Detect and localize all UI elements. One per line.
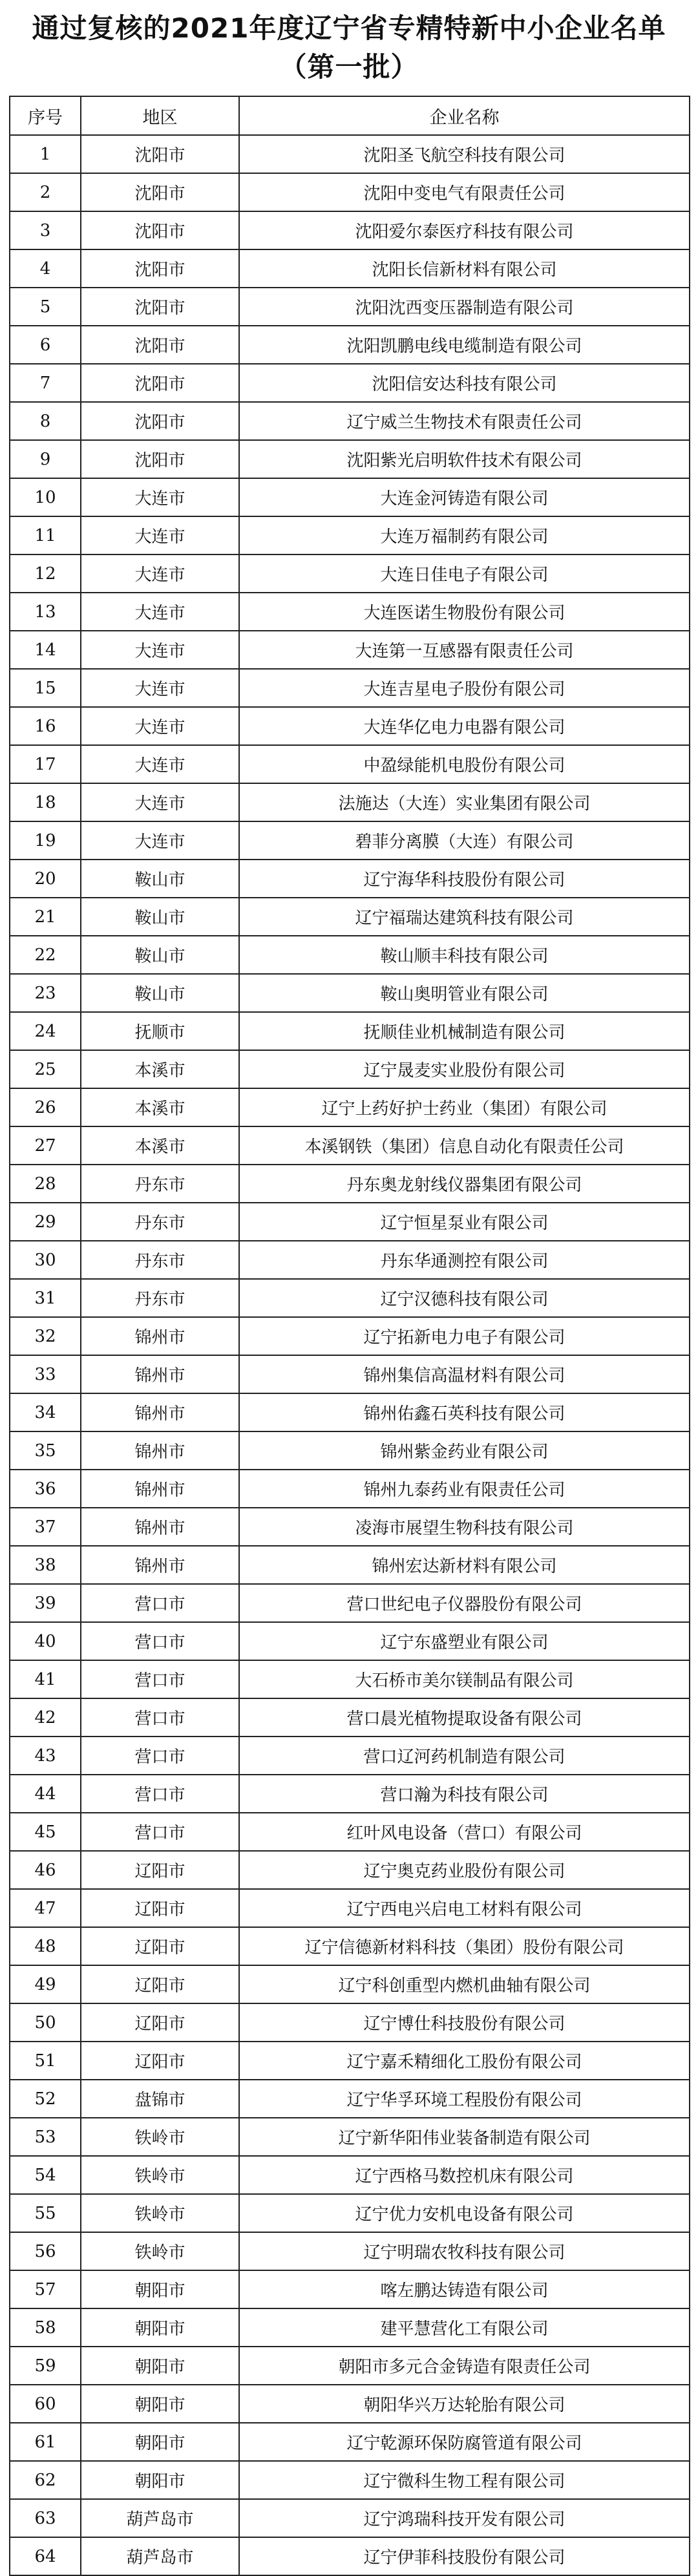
cell-seq: 18	[10, 783, 81, 821]
cell-company: 营口晨光植物提取设备有限公司	[239, 1698, 690, 1737]
table-row	[10, 1279, 690, 1317]
table-row	[10, 593, 690, 631]
cell-seq: 56	[10, 2232, 81, 2270]
cell-region: 辽阳市	[81, 1965, 239, 2003]
cell-region: 大连市	[81, 631, 239, 669]
table-row	[10, 516, 690, 554]
cell-seq: 16	[10, 707, 81, 745]
table-row	[10, 364, 690, 402]
table-row	[10, 1584, 690, 1622]
table-row	[10, 2118, 690, 2156]
cell-region: 铁岭市	[81, 2194, 239, 2232]
table-row	[10, 1508, 690, 1546]
cell-region: 本溪市	[81, 1050, 239, 1088]
table-row	[10, 2156, 690, 2194]
cell-region: 大连市	[81, 745, 239, 783]
cell-region: 丹东市	[81, 1203, 239, 1241]
cell-seq: 31	[10, 1279, 81, 1317]
cell-seq: 37	[10, 1508, 81, 1546]
table-row	[10, 745, 690, 783]
table-row	[10, 1431, 690, 1470]
table-row	[10, 707, 690, 745]
cell-region: 锦州市	[81, 1393, 239, 1431]
cell-seq: 64	[10, 2537, 81, 2575]
cell-seq: 27	[10, 1126, 81, 1165]
document-title: 通过复核的2021年度辽宁省专精特新中小企业名单	[32, 12, 666, 44]
cell-region: 沈阳市	[81, 173, 239, 211]
cell-company: 辽宁东盛塑业有限公司	[239, 1622, 690, 1660]
cell-seq: 43	[10, 1737, 81, 1775]
cell-region: 铁岭市	[81, 2118, 239, 2156]
cell-region: 锦州市	[81, 1355, 239, 1393]
cell-region: 朝阳市	[81, 2270, 239, 2308]
table-row	[10, 2385, 690, 2423]
cell-company: 辽宁拓新电力电子有限公司	[239, 1317, 690, 1355]
cell-seq: 61	[10, 2423, 81, 2461]
cell-region: 大连市	[81, 821, 239, 860]
cell-region: 大连市	[81, 783, 239, 821]
cell-seq: 13	[10, 593, 81, 631]
cell-company: 中盈绿能机电股份有限公司	[239, 745, 690, 783]
cell-seq: 34	[10, 1393, 81, 1431]
cell-seq: 33	[10, 1355, 81, 1393]
table-row	[10, 249, 690, 288]
table-row	[10, 821, 690, 860]
cell-region: 辽阳市	[81, 2003, 239, 2042]
cell-company: 营口世纪电子仪器股份有限公司	[239, 1584, 690, 1622]
document-subtitle: （第一批）	[279, 51, 419, 83]
cell-region: 朝阳市	[81, 2385, 239, 2423]
table-row	[10, 1965, 690, 2003]
cell-seq: 63	[10, 2499, 81, 2537]
cell-seq: 24	[10, 1012, 81, 1050]
header-company: 企业名称	[239, 96, 690, 135]
cell-company: 大连日佳电子有限公司	[239, 554, 690, 593]
cell-company: 沈阳信安达科技有限公司	[239, 364, 690, 402]
table-row	[10, 2232, 690, 2270]
table-row	[10, 1851, 690, 1889]
cell-region: 大连市	[81, 669, 239, 707]
table-row	[10, 211, 690, 249]
table-row	[10, 554, 690, 593]
cell-region: 锦州市	[81, 1317, 239, 1355]
cell-seq: 60	[10, 2385, 81, 2423]
cell-company: 丹东华通测控有限公司	[239, 1241, 690, 1279]
cell-seq: 47	[10, 1889, 81, 1927]
cell-company: 辽宁嘉禾精细化工股份有限公司	[239, 2042, 690, 2080]
cell-company: 大连医诺生物股份有限公司	[239, 593, 690, 631]
cell-company: 鞍山奥明管业有限公司	[239, 974, 690, 1012]
table-row	[10, 1088, 690, 1126]
cell-region: 沈阳市	[81, 326, 239, 364]
cell-seq: 17	[10, 745, 81, 783]
cell-company: 辽宁华孚环境工程股份有限公司	[239, 2080, 690, 2118]
cell-region: 鞍山市	[81, 860, 239, 898]
cell-seq: 14	[10, 631, 81, 669]
cell-company: 本溪钢铁（集团）信息自动化有限责任公司	[239, 1126, 690, 1165]
cell-region: 铁岭市	[81, 2232, 239, 2270]
cell-company: 辽宁优力安机电设备有限公司	[239, 2194, 690, 2232]
table-row	[10, 2080, 690, 2118]
cell-region: 沈阳市	[81, 288, 239, 326]
cell-company: 法施达（大连）实业集团有限公司	[239, 783, 690, 821]
cell-company: 辽宁恒星泵业有限公司	[239, 1203, 690, 1241]
cell-seq: 39	[10, 1584, 81, 1622]
cell-region: 营口市	[81, 1622, 239, 1660]
cell-seq: 58	[10, 2308, 81, 2347]
cell-seq: 12	[10, 554, 81, 593]
cell-company: 大连第一互感器有限责任公司	[239, 631, 690, 669]
cell-company: 辽宁乾源环保防腐管道有限公司	[239, 2423, 690, 2461]
cell-company: 辽宁汉德科技有限公司	[239, 1279, 690, 1317]
table-row	[10, 326, 690, 364]
table-body	[10, 135, 690, 2575]
cell-region: 本溪市	[81, 1088, 239, 1126]
cell-company: 大连华亿电力电器有限公司	[239, 707, 690, 745]
cell-company: 辽宁科创重型内燃机曲轴有限公司	[239, 1965, 690, 2003]
header-seq: 序号	[10, 96, 81, 135]
cell-company: 营口瀚为科技有限公司	[239, 1775, 690, 1813]
cell-seq: 7	[10, 364, 81, 402]
table-row	[10, 288, 690, 326]
cell-seq: 36	[10, 1470, 81, 1508]
cell-seq: 23	[10, 974, 81, 1012]
table-row	[10, 2308, 690, 2347]
cell-region: 沈阳市	[81, 211, 239, 249]
cell-region: 朝阳市	[81, 2347, 239, 2385]
table-row	[10, 2347, 690, 2385]
cell-seq: 22	[10, 936, 81, 974]
table-row	[10, 669, 690, 707]
cell-region: 沈阳市	[81, 135, 239, 173]
cell-seq: 26	[10, 1088, 81, 1126]
cell-seq: 38	[10, 1546, 81, 1584]
cell-company: 锦州紫金药业有限公司	[239, 1431, 690, 1470]
table-row	[10, 2042, 690, 2080]
cell-region: 朝阳市	[81, 2423, 239, 2461]
cell-region: 营口市	[81, 1775, 239, 1813]
cell-company: 辽宁新华阳伟业装备制造有限公司	[239, 2118, 690, 2156]
cell-seq: 30	[10, 1241, 81, 1279]
cell-seq: 46	[10, 1851, 81, 1889]
table-row	[10, 1317, 690, 1355]
cell-seq: 2	[10, 173, 81, 211]
cell-seq: 10	[10, 478, 81, 516]
cell-region: 沈阳市	[81, 402, 239, 440]
table-row	[10, 1050, 690, 1088]
table-row	[10, 1203, 690, 1241]
cell-seq: 6	[10, 326, 81, 364]
cell-company: 大石桥市美尔镁制品有限公司	[239, 1660, 690, 1698]
cell-company: 建平慧营化工有限公司	[239, 2308, 690, 2347]
cell-company: 锦州集信高温材料有限公司	[239, 1355, 690, 1393]
cell-seq: 57	[10, 2270, 81, 2308]
cell-region: 抚顺市	[81, 1012, 239, 1050]
cell-seq: 48	[10, 1927, 81, 1965]
cell-company: 营口辽河药机制造有限公司	[239, 1737, 690, 1775]
table-header-row	[10, 96, 690, 135]
cell-region: 朝阳市	[81, 2461, 239, 2499]
cell-company: 辽宁信德新材料科技（集团）股份有限公司	[239, 1927, 690, 1965]
table-row	[10, 2461, 690, 2499]
table-row	[10, 898, 690, 936]
cell-region: 营口市	[81, 1698, 239, 1737]
cell-region: 锦州市	[81, 1508, 239, 1546]
cell-region: 辽阳市	[81, 1851, 239, 1889]
cell-company: 大连吉星电子股份有限公司	[239, 669, 690, 707]
cell-seq: 11	[10, 516, 81, 554]
cell-seq: 19	[10, 821, 81, 860]
table-row	[10, 1813, 690, 1851]
table-row	[10, 1241, 690, 1279]
table-row	[10, 2194, 690, 2232]
cell-company: 辽宁明瑞农牧科技有限公司	[239, 2232, 690, 2270]
cell-seq: 59	[10, 2347, 81, 2385]
table-row	[10, 860, 690, 898]
cell-company: 大连金河铸造有限公司	[239, 478, 690, 516]
table-row	[10, 440, 690, 478]
cell-company: 朝阳华兴万达轮胎有限公司	[239, 2385, 690, 2423]
cell-seq: 42	[10, 1698, 81, 1737]
cell-region: 营口市	[81, 1737, 239, 1775]
table-row	[10, 1927, 690, 1965]
cell-company: 辽宁奥克药业股份有限公司	[239, 1851, 690, 1889]
cell-seq: 40	[10, 1622, 81, 1660]
cell-seq: 1	[10, 135, 81, 173]
cell-seq: 29	[10, 1203, 81, 1241]
cell-company: 锦州九泰药业有限责任公司	[239, 1470, 690, 1508]
cell-seq: 53	[10, 2118, 81, 2156]
cell-seq: 50	[10, 2003, 81, 2042]
cell-company: 沈阳长信新材料有限公司	[239, 249, 690, 288]
cell-seq: 8	[10, 402, 81, 440]
cell-company: 辽宁西电兴启电工材料有限公司	[239, 1889, 690, 1927]
cell-region: 大连市	[81, 707, 239, 745]
table-row	[10, 402, 690, 440]
cell-company: 辽宁鸿瑞科技开发有限公司	[239, 2499, 690, 2537]
cell-region: 葫芦岛市	[81, 2537, 239, 2575]
cell-region: 鞍山市	[81, 898, 239, 936]
cell-seq: 28	[10, 1165, 81, 1203]
cell-region: 大连市	[81, 516, 239, 554]
cell-company: 朝阳市多元合金铸造有限责任公司	[239, 2347, 690, 2385]
cell-region: 丹东市	[81, 1165, 239, 1203]
cell-company: 辽宁威兰生物技术有限责任公司	[239, 402, 690, 440]
table-row	[10, 1660, 690, 1698]
cell-seq: 20	[10, 860, 81, 898]
cell-company: 锦州佑鑫石英科技有限公司	[239, 1393, 690, 1431]
cell-seq: 55	[10, 2194, 81, 2232]
table-row	[10, 1737, 690, 1775]
cell-seq: 54	[10, 2156, 81, 2194]
enterprise-list-table	[9, 96, 690, 2576]
cell-seq: 44	[10, 1775, 81, 1813]
cell-region: 大连市	[81, 593, 239, 631]
table-row	[10, 173, 690, 211]
cell-region: 沈阳市	[81, 364, 239, 402]
cell-region: 沈阳市	[81, 440, 239, 478]
cell-company: 沈阳凯鹏电线电缆制造有限公司	[239, 326, 690, 364]
cell-company: 沈阳沈西变压器制造有限公司	[239, 288, 690, 326]
cell-company: 丹东奥龙射线仪器集团有限公司	[239, 1165, 690, 1203]
table-row	[10, 783, 690, 821]
cell-company: 辽宁伊菲科技股份有限公司	[239, 2537, 690, 2575]
cell-region: 盘锦市	[81, 2080, 239, 2118]
cell-region: 营口市	[81, 1584, 239, 1622]
table-row	[10, 1126, 690, 1165]
cell-region: 大连市	[81, 478, 239, 516]
title-block	[0, 0, 698, 97]
cell-company: 辽宁博仕科技股份有限公司	[239, 2003, 690, 2042]
table-row	[10, 1393, 690, 1431]
cell-company: 凌海市展望生物科技有限公司	[239, 1508, 690, 1546]
cell-region: 本溪市	[81, 1126, 239, 1165]
cell-seq: 9	[10, 440, 81, 478]
cell-seq: 62	[10, 2461, 81, 2499]
cell-region: 营口市	[81, 1813, 239, 1851]
cell-company: 红叶风电设备（营口）有限公司	[239, 1813, 690, 1851]
cell-company: 大连万福制药有限公司	[239, 516, 690, 554]
cell-seq: 4	[10, 249, 81, 288]
cell-company: 辽宁西格马数控机床有限公司	[239, 2156, 690, 2194]
cell-company: 辽宁福瑞达建筑科技有限公司	[239, 898, 690, 936]
cell-company: 辽宁微科生物工程有限公司	[239, 2461, 690, 2499]
table-row	[10, 1889, 690, 1927]
cell-company: 锦州宏达新材料有限公司	[239, 1546, 690, 1584]
cell-company: 喀左鹏达铸造有限公司	[239, 2270, 690, 2308]
cell-region: 锦州市	[81, 1431, 239, 1470]
cell-company: 沈阳中变电气有限责任公司	[239, 173, 690, 211]
cell-company: 沈阳圣飞航空科技有限公司	[239, 135, 690, 173]
cell-region: 葫芦岛市	[81, 2499, 239, 2537]
cell-company: 辽宁海华科技股份有限公司	[239, 860, 690, 898]
cell-region: 沈阳市	[81, 249, 239, 288]
cell-region: 鞍山市	[81, 936, 239, 974]
cell-company: 沈阳爱尔泰医疗科技有限公司	[239, 211, 690, 249]
cell-seq: 15	[10, 669, 81, 707]
table-row	[10, 936, 690, 974]
cell-company: 抚顺佳业机械制造有限公司	[239, 1012, 690, 1050]
cell-region: 锦州市	[81, 1470, 239, 1508]
cell-seq: 25	[10, 1050, 81, 1088]
table-row	[10, 1470, 690, 1508]
cell-region: 大连市	[81, 554, 239, 593]
cell-seq: 32	[10, 1317, 81, 1355]
cell-company: 沈阳紫光启明软件技术有限公司	[239, 440, 690, 478]
table-row	[10, 974, 690, 1012]
cell-region: 鞍山市	[81, 974, 239, 1012]
table-row	[10, 2003, 690, 2042]
cell-region: 锦州市	[81, 1546, 239, 1584]
cell-seq: 21	[10, 898, 81, 936]
table-row	[10, 2499, 690, 2537]
cell-seq: 52	[10, 2080, 81, 2118]
cell-region: 辽阳市	[81, 2042, 239, 2080]
cell-region: 铁岭市	[81, 2156, 239, 2194]
table-row	[10, 1012, 690, 1050]
table-row	[10, 135, 690, 173]
table-row	[10, 1165, 690, 1203]
table-row	[10, 1775, 690, 1813]
cell-seq: 35	[10, 1431, 81, 1470]
cell-company: 辽宁晟麦实业股份有限公司	[239, 1050, 690, 1088]
table-row	[10, 1355, 690, 1393]
cell-region: 营口市	[81, 1660, 239, 1698]
cell-region: 辽阳市	[81, 1927, 239, 1965]
cell-region: 朝阳市	[81, 2308, 239, 2347]
table-row	[10, 478, 690, 516]
cell-seq: 49	[10, 1965, 81, 2003]
table-row	[10, 1622, 690, 1660]
cell-seq: 5	[10, 288, 81, 326]
cell-region: 丹东市	[81, 1279, 239, 1317]
table-row	[10, 1546, 690, 1584]
cell-seq: 41	[10, 1660, 81, 1698]
header-region: 地区	[81, 96, 239, 135]
table-row	[10, 2537, 690, 2575]
cell-company: 碧菲分离膜（大连）有限公司	[239, 821, 690, 860]
table-row	[10, 631, 690, 669]
table-row	[10, 1698, 690, 1737]
cell-region: 丹东市	[81, 1241, 239, 1279]
cell-region: 辽阳市	[81, 1889, 239, 1927]
table-row	[10, 2423, 690, 2461]
cell-seq: 3	[10, 211, 81, 249]
cell-seq: 45	[10, 1813, 81, 1851]
cell-company: 辽宁上药好护士药业（集团）有限公司	[239, 1088, 690, 1126]
cell-seq: 51	[10, 2042, 81, 2080]
table-row	[10, 2270, 690, 2308]
cell-company: 鞍山顺丰科技有限公司	[239, 936, 690, 974]
